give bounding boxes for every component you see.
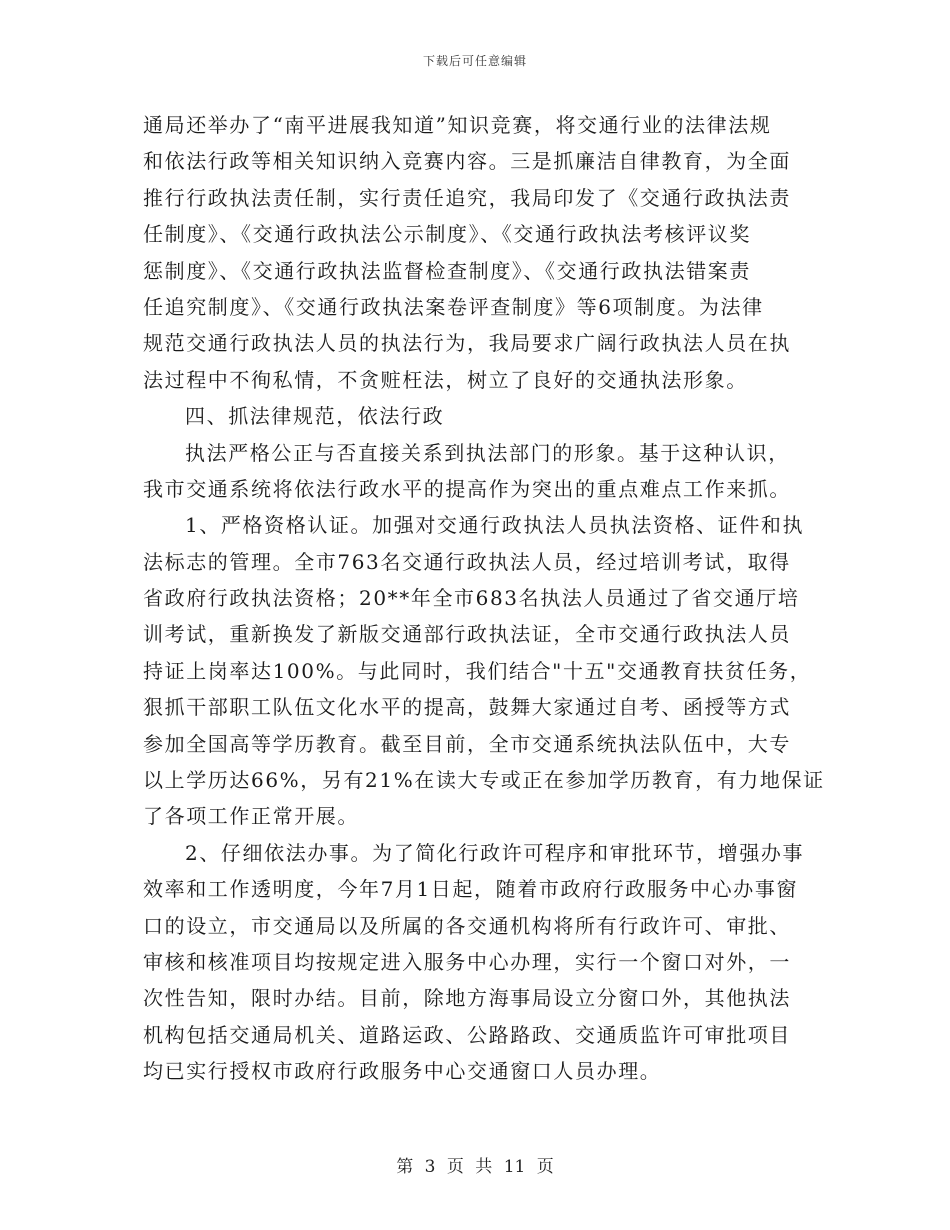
text-line: 以上学历达66%，另有21%在读大专或正在参加学历教育，有力地保证 [143,768,825,793]
text-line: 惩制度》、《交通行政执法监督检查制度》、《交通行政执法错案责 [143,258,751,283]
text-line: 口的设立，市交通局以及所属的各交通机构将所有行政许可、审批、 [143,913,791,938]
text-line: 和依法行政等相关知识纳入竞赛内容。三是抓廉洁自律教育，为全面 [143,149,791,174]
text-line: 审核和核准项目均按规定进入服务中心办理，实行一个窗口对外，一 [143,949,791,974]
text-line: 法过程中不徇私情，不贪赃枉法，树立了良好的交通执法形象。 [143,367,748,392]
section-heading: 四、抓法律规范，依法行政 [185,404,445,429]
text-line: 均已实行授权市政府行政服务中心交通窗口人员办理。 [143,1059,662,1084]
text-line: 2、仔细依法办事。为了简化行政许可程序和审批环节，增强办事 [185,840,805,865]
text-line: 了各项工作正常开展。 [143,804,359,829]
text-line: 参加全国高等学历教育。截至目前，全市交通系统执法队伍中，大专 [143,731,791,756]
text-line: 法标志的管理。全市763名交通行政执法人员，经过培训考试，取得 [143,549,791,574]
text-line: 次性告知，限时办结。目前，除地方海事局设立分窗口外，其他执法 [143,986,791,1011]
text-line: 推行行政执法责任制，实行责任追究，我局印发了《交通行政执法责 [143,185,791,210]
text-line: 规范交通行政执法人员的执法行为，我局要求广阔行政执法人员在执 [143,331,791,356]
text-line: 训考试，重新换发了新版交通部行政执法证，全市交通行政执法人员 [143,622,791,647]
page-header: 下载后可任意编辑 [422,54,527,68]
text-line: 任制度》、《交通行政执法公示制度》、《交通行政执法考核评议奖 [143,222,751,247]
body-text [143,107,825,1090]
text-line: 任追究制度》、《交通行政执法案卷评查制度》等6项制度。为法律 [143,294,764,319]
text-line: 执法严格公正与否直接关系到执法部门的形象。基于这种认识， [185,440,790,465]
text-line: 效率和工作透明度，今年7月1日起，随着市政府行政服务中心办事窗 [143,877,799,902]
text-line: 1、严格资格认证。加强对交通行政执法人员执法资格、证件和执 [185,513,805,538]
text-line: 我市交通系统将依法行政水平的提高作为突出的重点难点工作来抓。 [143,476,791,501]
page-number: 第 3 页 共 11 页 [396,1157,554,1177]
text-line: 省政府行政执法资格；20**年全市683名执法人员通过了省交通厅培 [143,586,800,611]
text-line: 持证上岗率达100%。与此同时，我们结合"十五"交通教育扶贫任务， [143,658,812,683]
text-line: 通局还举办了“南平进展我知道”知识竞赛，将交通行业的法律法规 [143,113,772,137]
text-line: 狠抓干部职工队伍文化水平的提高，鼓舞大家通过自考、函授等方式 [143,695,791,720]
text-line: 机构包括交通局机关、道路运政、公路路政、交通质监许可审批项目 [143,1022,791,1047]
